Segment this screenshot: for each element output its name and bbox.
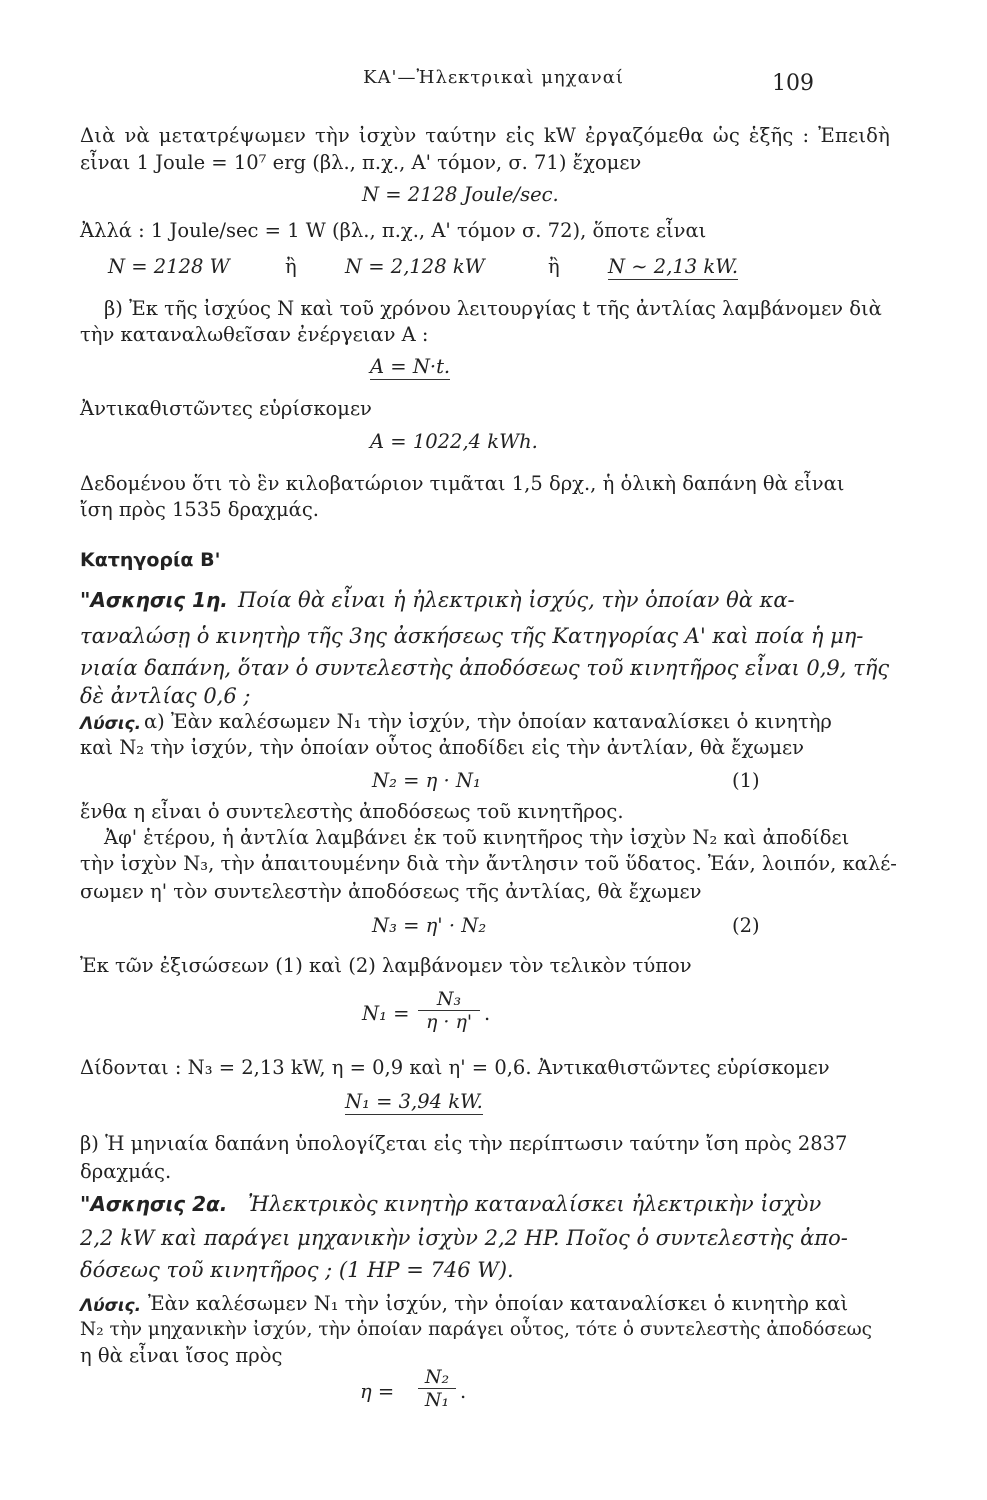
fraction-numerator: N₂ xyxy=(424,1366,450,1388)
text-line: Διὰ νὰ μετατρέψωμεν τὴν ἰσχὺν ταύτην εἰς kW ἐργαζόμεθα ὡς ἑξῆς : Ἐπειδὴ xyxy=(80,124,890,147)
text-line: δραχμάς. xyxy=(80,1160,172,1183)
equation-result: N₁ = 3,94 kW. xyxy=(345,1090,483,1113)
exercise-question: δὲ ἀντλίας 0,6 ; xyxy=(80,684,251,708)
solution-label: Λύσις. xyxy=(80,1296,142,1316)
text-line: ἴση πρὸς 1535 δραχμάς. xyxy=(80,498,319,521)
text-line: Ἐκ τῶν ἐξισώσεων (1) καὶ (2) λαμβάνομεν τὸν τελικὸν τύπον xyxy=(80,954,692,977)
equation: N₃ = η' · N₂ xyxy=(372,914,487,937)
equation: N = 2,128 kW xyxy=(345,255,485,278)
text-line: η θὰ εἶναι ἴσος πρὸς xyxy=(80,1344,283,1367)
equation: N = 2128 Joule/sec. xyxy=(362,183,559,206)
text-line: σωμεν η' τὸν συντελεστὴν ἀποδόσεως τῆς ἀντλίας, θὰ ἔχωμεν xyxy=(80,880,702,903)
text-line: α) Ἐὰν καλέσωμεν N₁ τὴν ἰσχύν, τὴν ὁποίαν καταναλίσκει ὁ κινητὴρ xyxy=(144,710,832,733)
equation: N = 2128 W xyxy=(108,255,230,278)
text-line: τὴν καταναλωθεῖσαν ἐνέργειαν A : xyxy=(80,323,429,346)
text-line: Δεδομένου ὅτι τὸ ἓν κιλοβατώριον τιμᾶται 1,5 δρχ., ἡ ὁλικὴ δαπάνη θὰ εἶναι xyxy=(80,472,845,495)
equation-lhs: η = xyxy=(360,1380,395,1403)
text-line: β) Ἡ μηνιαία δαπάνη ὑπολογίζεται εἰς τὴν περίπτωσιν ταύτην ἴση πρὸς 2837 xyxy=(80,1132,848,1155)
text-line: Ἀντικαθιστῶντες εὑρίσκομεν xyxy=(80,397,372,420)
running-header: ΚΑ'—Ἠλεκτρικαὶ μηχαναί xyxy=(363,67,624,88)
exercise-label: "Ασκησις 1η. xyxy=(80,588,228,612)
exercise-question: ταναλώσῃ ὁ κινητὴρ τῆς 3ης ἀσκήσεως τῆς Κατηγορίας Α' καὶ ποία ἡ μη- xyxy=(80,624,864,648)
fraction-numerator: N₃ xyxy=(436,988,462,1010)
text-line: εἶναι 1 Joule = 10⁷ erg (βλ., π.χ., Α' τόμον, σ. 71) ἔχομεν xyxy=(80,151,642,174)
solution-label: Λύσις. xyxy=(80,714,142,734)
equation: A = N·t. xyxy=(370,355,451,378)
page-number: 109 xyxy=(772,71,814,96)
text-line: ἔνθα η εἶναι ὁ συντελεστὴς ἀποδόσεως τοῦ κινητῆρος. xyxy=(80,800,624,823)
exercise-question: Ἠλεκτρικὸς κινητὴρ καταναλίσκει ἠλεκτρικὴν ἰσχὺν xyxy=(248,1192,822,1216)
equation-end: . xyxy=(484,1002,491,1025)
text-line: τὴν ἰσχὺν N₃, τὴν ἀπαιτουμένην διὰ τὴν ἄντλησιν τοῦ ὕδατος. Ἐάν, λοιπόν, καλέ- xyxy=(80,852,897,875)
exercise-question: Ποία θὰ εἶναι ἡ ἠλεκτρικὴ ἰσχύς, τὴν ὁποίαν θὰ κα- xyxy=(238,588,795,612)
text-line: Δίδονται : N₃ = 2,13 kW, η = 0,9 καὶ η' = 0,6. Ἀντικαθιστῶντες εὑρίσκομεν xyxy=(80,1056,830,1079)
text-line: Ἐὰν καλέσωμεν N₁ τὴν ἰσχύν, τὴν ὁποίαν καταναλίσκει ὁ κινητὴρ καὶ xyxy=(148,1292,849,1315)
text-line: N₂ τὴν μηχανικὴν ἰσχύν, τὴν ὁποίαν παράγει οὗτος, τότε ὁ συντελεστὴς ἀποδόσεως xyxy=(80,1319,873,1340)
text-line: β) Ἐκ τῆς ἰσχύος N καὶ τοῦ χρόνου λειτουργίας t τῆς ἀντλίας λαμβάνομεν διὰ xyxy=(104,297,882,320)
equation-connector: ἢ xyxy=(285,255,297,278)
fraction-denominator: N₁ xyxy=(424,1389,450,1411)
exercise-question: δόσεως τοῦ κινητῆρος ; (1 HP = 746 W). xyxy=(80,1258,514,1282)
equation-number: (2) xyxy=(732,914,760,937)
text-line: Ἀφ' ἑτέρου, ἡ ἀντλία λαμβάνει ἐκ τοῦ κινητῆρος τὴν ἰσχὺν N₂ καὶ ἀποδίδει xyxy=(104,826,850,849)
equation-result: N ∼ 2,13 kW. xyxy=(608,255,739,278)
equation-number: (1) xyxy=(732,769,760,792)
equation-end: . xyxy=(460,1380,467,1403)
fraction-denominator: η · η' xyxy=(425,1011,473,1033)
equation: N₂ = η · N₁ xyxy=(372,769,481,792)
text-line: καὶ N₂ τὴν ἰσχύν, τὴν ὁποίαν οὗτος ἀποδίδει εἰς τὴν ἀντλίαν, θὰ ἔχωμεν xyxy=(80,736,804,759)
equation-lhs: N₁ = xyxy=(362,1002,410,1025)
section-heading: Κατηγορία Β' xyxy=(80,549,221,571)
fraction xyxy=(418,988,480,1033)
exercise-question: 2,2 kW καὶ παράγει μηχανικὴν ἰσχὺν 2,2 HP. Ποῖος ὁ συντελεστὴς ἀπο- xyxy=(80,1226,848,1250)
equation: A = 1022,4 kWh. xyxy=(370,430,538,453)
fraction xyxy=(418,1366,456,1411)
exercise-label: "Ασκησις 2α. xyxy=(80,1192,228,1216)
exercise-question: νιαία δαπάνη, ὅταν ὁ συντελεστὴς ἀποδόσεως τοῦ κινητῆρος εἶναι 0,9, τῆς xyxy=(80,656,890,680)
text-line: Ἀλλά : 1 Joule/sec = 1 W (βλ., π.χ., Α' τόμον σ. 72), ὅποτε εἶναι xyxy=(80,219,707,242)
equation-connector: ἢ xyxy=(548,255,560,278)
